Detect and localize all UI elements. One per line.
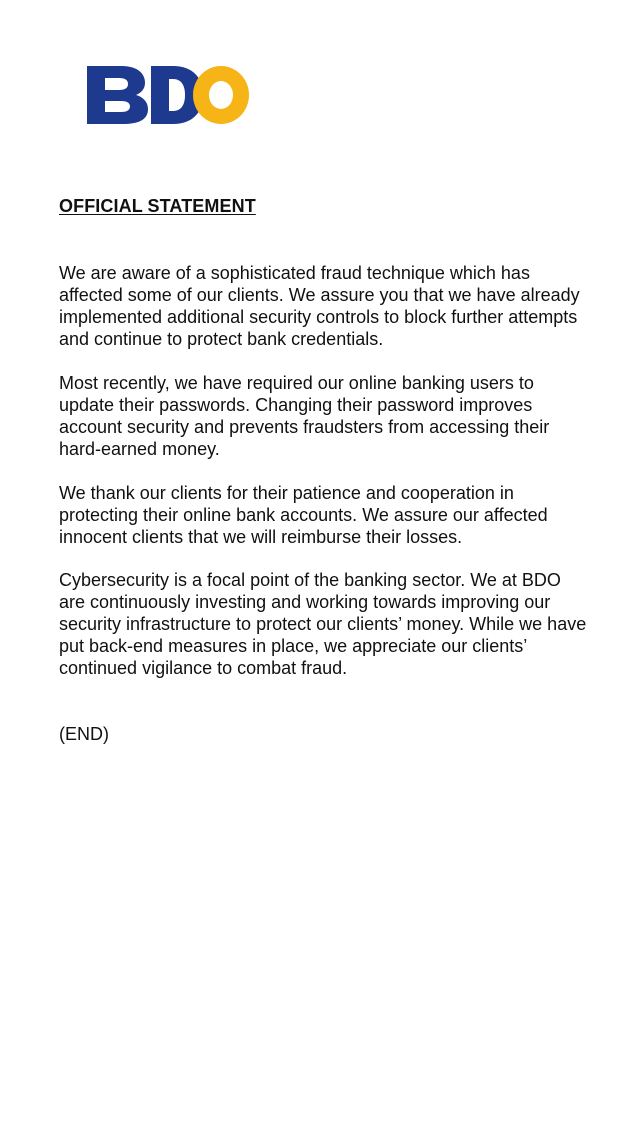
end-marker: (END) xyxy=(59,724,109,744)
statement-paragraph-4: Cybersecurity is a focal point of the banking sector. We at BDO are continuously investing and working towards improving our security infrastructure to protect our clients’ money. While we have put back-end measures in place, we appreciate our clients’ continued vigilance to combat fraud. xyxy=(59,570,587,678)
statement-paragraph-3: We thank our clients for their patience and cooperation in protecting their online bank accounts. We assure our affected innocent clients that we will reimburse their losses. xyxy=(59,483,548,547)
bdo-logo-mark xyxy=(85,58,255,126)
statement-paragraph-1: We are aware of a sophisticated fraud technique which has affected some of our clients. We assure you that we have already implemented additional security controls to block further attempts and continue to protect bank credentials. xyxy=(59,263,580,349)
statement-paragraph-2: Most recently, we have required our online banking users to update their passwords. Changing their password improves account security and prevents fraudsters from accessing their hard-earned money. xyxy=(59,373,550,459)
bdo-logo xyxy=(85,58,255,126)
statement-heading: OFFICIAL STATEMENT xyxy=(59,196,256,216)
